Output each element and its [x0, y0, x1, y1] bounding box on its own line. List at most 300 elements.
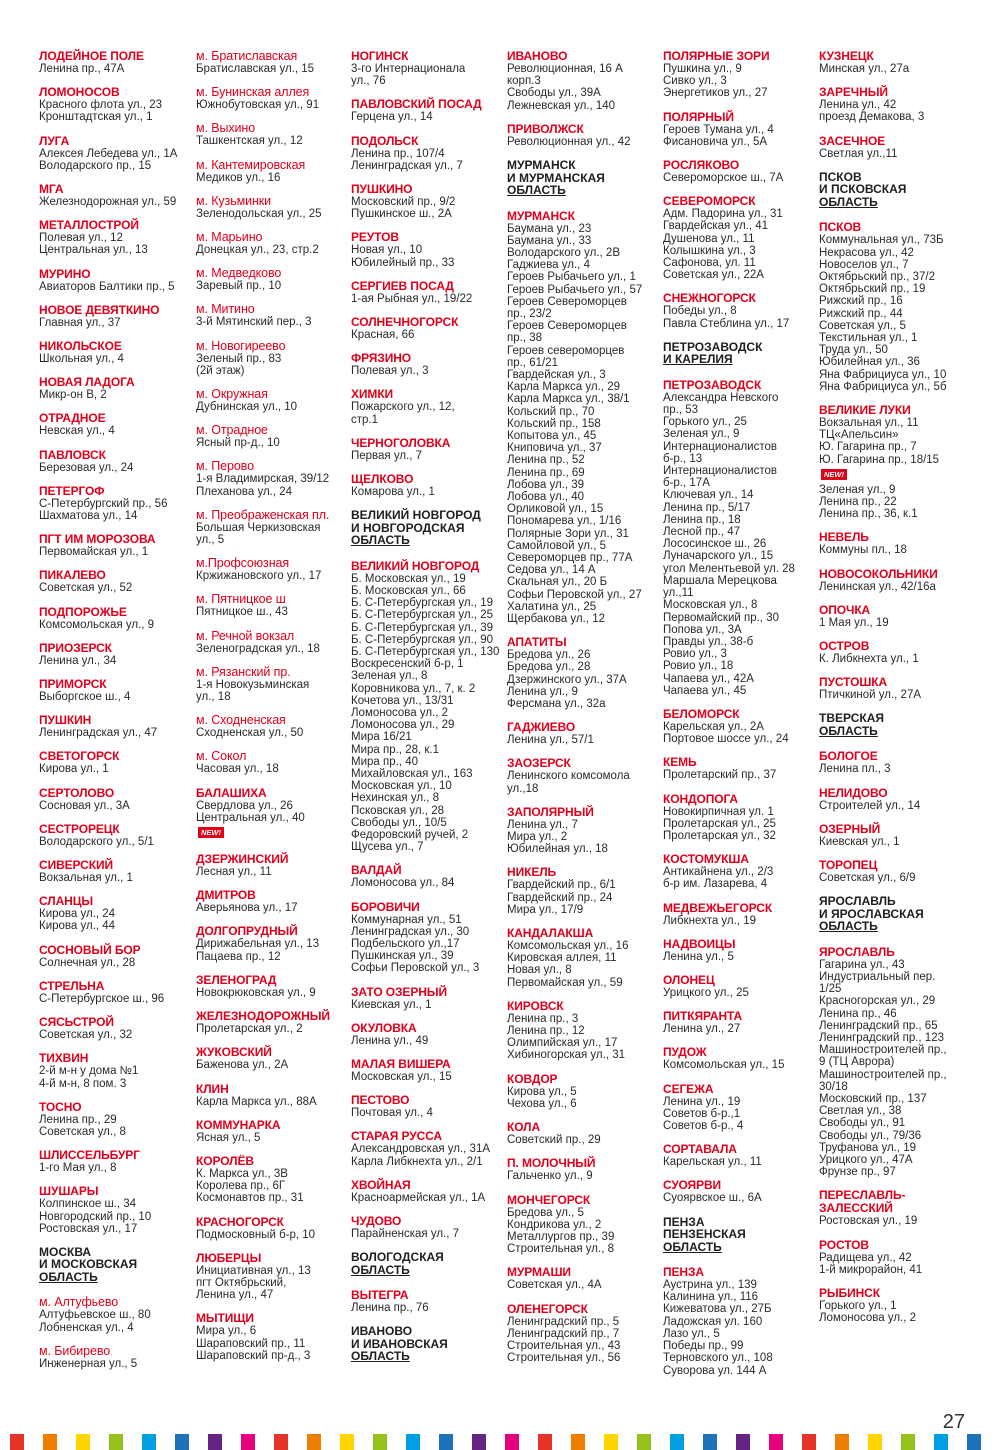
city-name: м. Преображенская пл.: [196, 507, 330, 522]
store-address: Коммунарная ул., 51: [351, 913, 462, 926]
store-address: Баженова ул., 2А: [196, 1059, 289, 1072]
store-entry: [196, 267, 346, 292]
store-entry: [663, 292, 813, 329]
city-name: СВЕТОГОРСК: [39, 749, 120, 764]
store-entry: [819, 823, 969, 848]
city-name: ПГТ ИМ МОРОЗОВА: [39, 532, 156, 547]
city-name: м. Рязанский пр.: [196, 664, 291, 679]
store-address: Суворова ул. 144 А: [663, 1364, 767, 1377]
store-address: Полярные Зори ул., 31: [507, 527, 629, 540]
store-entry: [507, 757, 657, 794]
city-name: ТОРОПЕЦ: [819, 858, 878, 872]
store-address: ул., 18: [196, 691, 231, 704]
city-name: ПУШКИНО: [351, 182, 413, 197]
store-address: Александра Невского: [663, 391, 779, 404]
store-entry: [196, 630, 346, 655]
store-address: Ленина ул., 49: [351, 1034, 429, 1047]
color-stripe: [175, 1434, 189, 1450]
store-address: 1-я Владимирская, 39/12: [196, 473, 330, 486]
new-badge: NEW!: [198, 827, 224, 838]
store-entry: [39, 1052, 189, 1089]
store-address: Ленина пр., 47А: [39, 63, 125, 75]
store-entry: [196, 1046, 346, 1071]
city-name: ЛОМОНОСОВ: [39, 85, 120, 100]
store-entry: [196, 666, 346, 703]
store-address: ул.,18: [507, 782, 539, 795]
city-name: СЕВЕРОМОРСК: [663, 194, 756, 209]
city-name: ПУДОЖ: [663, 1045, 707, 1060]
city-name: РЕУТОВ: [351, 230, 399, 245]
city-name: ВЕЛИКИЕ ЛУКИ: [819, 402, 911, 417]
store-address: Карла Маркса ул., 88А: [196, 1095, 317, 1108]
store-address: Баумана ул., 33: [507, 234, 592, 247]
store-address: 1-й микрорайон, 41: [819, 1263, 923, 1276]
city-name: СТРЕЛЬНА: [39, 978, 105, 993]
store-address: Машиностроителей пр.,: [819, 1068, 947, 1081]
city-name: ЛЮБЕРЦЫ: [196, 1250, 262, 1265]
city-name: ПРИОЗЕРСК: [39, 640, 112, 655]
store-entry: [663, 1266, 813, 1377]
store-address: Выборгское ш., 4: [39, 691, 131, 704]
city-name: ВАЛДАЙ: [351, 863, 402, 878]
store-address: б-р., 13: [663, 452, 703, 465]
store-address: Ю. Гагарина пр., 18/15: [819, 453, 940, 466]
region-heading-line: МОСКВА: [39, 1244, 92, 1259]
store-address: Софьи Перовской ул., 3: [351, 962, 480, 975]
city-name: ТОСНО: [39, 1099, 82, 1114]
store-address: Лобненская ул., 4: [39, 1321, 134, 1334]
store-address: Московская ул., 15: [351, 1071, 452, 1084]
region-heading-line: И НОВГОРОДСКАЯ: [351, 520, 465, 535]
city-name: м. Пятницкое ш: [196, 592, 286, 607]
store-address: Карельская ул., 2А: [663, 720, 764, 733]
city-name: СОРТАВАЛА: [663, 1142, 737, 1157]
city-name: ЧУДОВО: [351, 1214, 402, 1229]
region-heading: [663, 1216, 813, 1254]
store-address: Кирова ул., 44: [39, 920, 116, 933]
store-address: С-Петербургский пр., 56: [39, 497, 168, 510]
store-address: Ленина пр., 36, к.1: [819, 508, 918, 521]
city-name: ПИТКЯРАНТА: [663, 1009, 743, 1024]
store-address: Комсомольская ул., 15: [663, 1059, 785, 1072]
store-directory: [39, 50, 969, 1410]
store-address: Советов б-р.,1: [663, 1107, 741, 1120]
store-address: Зеленый пр., 83: [196, 352, 282, 365]
city-name: НАДВОИЦЫ: [663, 936, 736, 951]
city-name: НОГИНСК: [351, 49, 409, 63]
city-name: ЧЕРНОГОЛОВКА: [351, 435, 451, 450]
store-entry: [663, 1046, 813, 1071]
store-address: Североморцев пр., 77А: [507, 552, 633, 564]
store-address: Портовое шоссе ул., 24: [663, 733, 789, 746]
store-entry: [351, 280, 501, 305]
store-address: Гвардейский пр., 24: [507, 891, 613, 904]
store-address: Ленина ул., 57/1: [507, 734, 594, 747]
color-stripe: [373, 1434, 387, 1450]
store-entry: [351, 1289, 501, 1314]
store-address: 30/18: [819, 1080, 848, 1093]
store-address: Птичкиной ул., 27А: [819, 689, 922, 702]
store-address: Володарского ул., 2В: [507, 246, 620, 259]
store-address: Зеленодольская ул., 25: [196, 207, 322, 220]
store-entry: [663, 1010, 813, 1035]
new-badge: NEW!: [821, 469, 847, 480]
store-entry: [196, 714, 346, 739]
store-address: Первомайский пр., 30: [663, 611, 779, 624]
city-name: ПРИВОЛЖСК: [507, 121, 584, 136]
store-address: Лесной пр., 47: [663, 526, 741, 539]
store-address: Софьи Перовской ул., 27: [507, 588, 642, 601]
color-stripe: [934, 1434, 948, 1450]
store-address: Карла Маркса ул., 38/1: [507, 393, 630, 406]
city-name: ТИХВИН: [39, 1051, 89, 1066]
store-address: Гальченко ул., 9: [507, 1170, 593, 1183]
city-name: НИКЕЛЬ: [507, 865, 557, 880]
store-address: Пролетарская ул., 32: [663, 829, 776, 842]
city-name: СЕГЕЖА: [663, 1081, 714, 1096]
store-entry: [351, 437, 501, 462]
city-name: м. Братиславская: [196, 49, 298, 63]
store-address: Лазо ул., 5: [663, 1327, 720, 1340]
store-address: Ясный пр-д., 10: [196, 437, 280, 450]
store-entry: [39, 50, 189, 75]
store-address: Горького ул., 25: [663, 416, 747, 429]
store-entry: [819, 135, 969, 160]
region-heading-line: ЯРОСЛАВЛЬ: [819, 894, 896, 909]
city-name: ГАДЖИЕВО: [507, 720, 576, 735]
store-address: Книповича ул., 37: [507, 442, 602, 455]
store-address: Киевская ул., 1: [819, 835, 900, 848]
store-address: Инициативная ул., 13: [196, 1264, 311, 1277]
store-address: Дубнинская ул., 10: [196, 401, 298, 414]
store-entry: [39, 219, 189, 256]
store-address: Мира пр., 28, к.1: [351, 743, 440, 756]
city-name: ВЕЛИКИЙ НОВГОРОД: [351, 558, 480, 573]
store-entry: [196, 159, 346, 184]
store-address: Героев североморцев: [507, 344, 625, 357]
store-address: Комсомольская ул., 16: [507, 940, 629, 953]
city-name: ЗЕЛЕНОГРАД: [196, 972, 277, 987]
store-address: Яна Фабрициуса ул., 5б: [819, 380, 947, 393]
store-address: Кижеватова ул., 27Б: [663, 1303, 772, 1316]
city-name: ЗАОЗЕРСК: [507, 756, 571, 771]
store-entry: [507, 636, 657, 710]
store-entry: [351, 864, 501, 889]
city-name: КОВДОР: [507, 1071, 558, 1086]
store-address: проезд Демакова, 3: [819, 111, 925, 124]
store-address: Энергетиков ул., 27: [663, 87, 768, 100]
store-address: 1-го Мая ул., 8: [39, 1162, 117, 1175]
store-address: Московская ул., 8: [663, 599, 758, 612]
store-address: 1/25: [819, 983, 842, 996]
store-entry: [663, 159, 813, 184]
store-address: б-р., 17А: [663, 477, 710, 490]
store-address: Воскресенский б-р, 1: [351, 658, 464, 671]
store-entry: [819, 1239, 969, 1276]
store-entry: [196, 388, 346, 413]
store-entry: [507, 721, 657, 746]
city-name: м. Сокол: [196, 749, 247, 764]
store-address: Кржижановского ул., 17: [196, 570, 322, 583]
store-entry: [196, 424, 346, 449]
store-entry: [507, 1194, 657, 1256]
store-address: Новоселов ул., 7: [819, 258, 909, 271]
store-address: Ленина пр., 52: [507, 454, 585, 467]
city-name: ВЫТЕГРА: [351, 1288, 409, 1303]
store-address: Плеханова ул., 24: [196, 485, 293, 498]
store-address: Железнодорожная ул., 59: [39, 196, 177, 209]
store-address: Олимпийская ул., 17: [507, 1037, 618, 1050]
region-heading: [507, 159, 657, 197]
store-address: ул.,11: [663, 587, 694, 600]
store-address: Донецкая ул., 23, стр.2: [196, 244, 319, 257]
store-address: б-р им. Лазарева, 4: [663, 878, 768, 891]
city-name: м. Перово: [196, 459, 254, 474]
store-address: Либкнехта ул., 19: [663, 914, 757, 927]
region-heading-line: ОБЛАСТЬ: [351, 533, 410, 548]
store-address: Луначарского ул., 15: [663, 550, 774, 563]
store-address: Псковская ул., 28: [351, 804, 444, 817]
store-entry: [196, 509, 346, 546]
store-address: Ясная ул., 5: [196, 1131, 261, 1144]
city-name: КАНДАЛАКША: [507, 926, 594, 941]
store-address: Юбилейная ул., 36: [819, 356, 920, 369]
store-address: Светлая ул.,11: [819, 147, 898, 160]
city-name: СИВЕРСКИЙ: [39, 858, 114, 873]
color-stripe: [439, 1434, 453, 1450]
region-heading: [819, 171, 969, 209]
city-name: СТАРАЯ РУССА: [351, 1129, 442, 1144]
color-stripe: [802, 1434, 816, 1450]
store-address: Красная, 66: [351, 329, 415, 342]
store-address: Новокрюковская ул., 9: [196, 986, 316, 999]
store-address: Главная ул., 37: [39, 316, 121, 329]
column-4: [507, 50, 657, 1375]
store-address: Коммунальная ул., 73Б: [819, 234, 944, 247]
store-address: 1-я Новокузьминская: [196, 678, 310, 691]
city-name: ПУШКИН: [39, 713, 92, 728]
store-address: ул., 5: [196, 534, 225, 547]
store-entry: [196, 593, 346, 618]
city-name: ШЛИССЕЛЬБУРГ: [39, 1148, 140, 1163]
city-name: ЗАПОЛЯРНЫЙ: [507, 804, 594, 819]
city-name: КУЗНЕЦК: [819, 49, 874, 63]
region-heading-line: ОБЛАСТЬ: [351, 1262, 410, 1277]
store-entry: [819, 1189, 969, 1227]
store-address: Строителей ул., 14: [819, 799, 921, 812]
city-name: БЕЛОМОРСК: [663, 706, 740, 721]
store-address: 4-й м-н, 8 пом. 3: [39, 1077, 127, 1090]
city-name: МЕТАЛЛОСТРОЙ: [39, 218, 139, 233]
store-address: Подмосковный б-р, 10: [196, 1228, 316, 1241]
store-address: Юбилейная ул., 18: [507, 843, 608, 856]
store-address: Московский пр., 9/2: [351, 196, 456, 209]
store-address: Копытова ул., 45: [507, 429, 597, 442]
store-address: Ленина пр., 69: [507, 466, 585, 479]
store-entry: [663, 50, 813, 100]
store-address: Урицкого ул., 25: [663, 986, 749, 999]
store-address: Вокзальная ул., 1: [39, 872, 133, 885]
store-entry: [351, 231, 501, 268]
store-address: Пушкина ул., 9: [663, 63, 742, 75]
store-address: Советский пр., 29: [507, 1134, 601, 1147]
store-entry: [351, 986, 501, 1011]
store-address: Кирова ул., 5: [507, 1085, 577, 1098]
store-address: Ленинградский пр., 123: [819, 1031, 944, 1044]
store-entry: [39, 340, 189, 365]
store-entry: [39, 980, 189, 1005]
store-address: Бредова ул., 5: [507, 1206, 584, 1219]
store-address: Володарского пр., 15: [39, 159, 152, 172]
region-heading: [351, 509, 501, 547]
city-name: БОРОВИЧИ: [351, 899, 420, 914]
city-name: м. Бибирево: [39, 1343, 111, 1358]
city-name: РОСТОВ: [819, 1237, 869, 1252]
store-entry: [507, 1000, 657, 1062]
store-address: Большая Черкизовская: [196, 521, 321, 534]
store-address: Лобова ул., 39: [507, 478, 585, 491]
store-address: Ростовская ул., 19: [819, 1215, 918, 1228]
city-name: АПАТИТЫ: [507, 635, 567, 650]
store-address: Солнечная ул., 28: [39, 956, 136, 969]
store-address: Героев Рыбачьего ул., 1: [507, 271, 636, 284]
city-name: ХВОЙНАЯ: [351, 1177, 411, 1192]
store-entry: [196, 50, 346, 75]
new-badge-row: [819, 466, 969, 484]
store-address: Гвардейский пр., 6/1: [507, 879, 616, 892]
city-name: КЛИН: [196, 1081, 229, 1096]
store-address: Дзержинского ул., 37А: [507, 673, 627, 686]
color-stripe: [736, 1434, 750, 1450]
city-name: КЕМЬ: [663, 755, 697, 770]
city-name: ДОЛГОПРУДНЫЙ: [196, 924, 298, 939]
store-entry: [39, 1016, 189, 1041]
store-address: К. Маркса ул., 3В: [196, 1167, 288, 1180]
store-address: пр., 53: [663, 404, 698, 417]
city-name: м. Бунинская аллея: [196, 85, 310, 100]
store-address: Нехинская ул., 8: [351, 792, 440, 805]
store-address: Революционная ул., 42: [507, 135, 631, 148]
store-entry: [39, 750, 189, 775]
store-entry: [819, 676, 969, 701]
city-name: МАЛАЯ ВИШЕРА: [351, 1057, 451, 1072]
store-entry: [196, 853, 346, 878]
store-address: Героев Рыбачьего ул., 57: [507, 283, 643, 296]
city-name: СЕРТОЛОВО: [39, 785, 115, 800]
city-name: НОВОЕ ДЕВЯТКИНО: [39, 302, 160, 317]
store-address: Часовая ул., 18: [196, 763, 279, 776]
store-address: Невская ул., 4: [39, 425, 115, 438]
store-entry: [196, 925, 346, 962]
store-address: Советская ул., 22А: [663, 269, 764, 282]
store-address: 3-го Интернационала: [351, 63, 466, 75]
region-heading: [39, 1246, 189, 1284]
city-name: ЗАРЕЧНЫЙ: [819, 85, 888, 100]
store-address: Героев Североморцев: [507, 295, 627, 308]
color-stripe: [307, 1434, 321, 1450]
store-address: Парайненская ул., 7: [351, 1228, 460, 1241]
store-entry: [351, 1094, 501, 1119]
region-heading-line: ПЕНЗЕНСКАЯ: [663, 1227, 746, 1242]
store-address: Красноармейская ул., 1А: [351, 1191, 486, 1204]
store-address: Гаджиева ул., 4: [507, 259, 590, 272]
store-address: Кондрикова ул., 2: [507, 1218, 602, 1231]
region-heading: [819, 895, 969, 933]
store-address: Мира ул., 6: [196, 1325, 257, 1338]
store-entry: [819, 86, 969, 123]
region-heading-line: И КАРЕЛИЯ: [663, 352, 733, 367]
store-address: Южнобутовская ул., 91: [196, 99, 320, 112]
store-address: Свободы ул., 39А: [507, 87, 601, 100]
store-entry: [39, 642, 189, 667]
store-address: Советская ул., 32: [39, 1029, 133, 1042]
store-address: Попова ул., 3А: [663, 623, 742, 636]
store-entry: [819, 531, 969, 556]
new-badge-row: [196, 824, 346, 842]
store-address: Школьная ул., 4: [39, 353, 124, 366]
city-name: РЫБИНСК: [819, 1285, 880, 1300]
store-address: Яна Фабрициуса ул., 10: [819, 368, 947, 381]
store-address: Мира ул., 2: [507, 831, 568, 844]
store-address: Победы ул., 8: [663, 305, 737, 318]
store-address: Сходненская ул., 50: [196, 727, 304, 740]
store-entry: [39, 533, 189, 558]
store-address: Ленина пр., 18: [663, 513, 741, 526]
store-address: Ферсмана ул., 32а: [507, 698, 606, 711]
city-name: ДЗЕРЖИНСКИЙ: [196, 852, 289, 867]
store-entry: [507, 1303, 657, 1365]
city-name: м. Кантемировская: [196, 157, 306, 172]
region-heading-line: ОБЛАСТЬ: [819, 194, 878, 209]
region-heading-line: ПЕНЗА: [663, 1214, 705, 1229]
store-address: Халатина ул., 25: [507, 600, 597, 613]
store-address: Б. С-Петербургская ул., 39: [351, 621, 494, 634]
store-entry: [663, 1179, 813, 1204]
store-entry: [351, 1022, 501, 1047]
color-stripe: [43, 1434, 57, 1450]
store-address: Полевая ул., 3: [351, 365, 429, 378]
store-address: ТЦ«Апельсин»: [819, 429, 899, 442]
region-heading: [351, 1251, 501, 1276]
city-name: ОПОЧКА: [819, 602, 871, 617]
store-address: Павла Стеблина ул., 17: [663, 317, 790, 330]
store-address: Ленина пр., 29: [39, 1113, 117, 1126]
store-address: Калинина ул., 116: [663, 1291, 759, 1304]
store-entry: [39, 678, 189, 703]
store-entry: [351, 135, 501, 172]
city-name: ЛУГА: [39, 133, 70, 148]
city-name: МУРИНО: [39, 266, 91, 281]
store-entry: [196, 1010, 346, 1035]
city-name: ХИМКИ: [351, 387, 394, 402]
store-address: Ленинградский пр., 65: [819, 1019, 938, 1032]
color-stripe: [901, 1434, 915, 1450]
store-entry: [39, 1296, 189, 1333]
store-entry: [663, 938, 813, 963]
store-address: Ленина пр., 46: [819, 1007, 897, 1020]
store-entry: [819, 1287, 969, 1324]
region-heading-line: ИВАНОВО: [351, 1324, 413, 1339]
store-address: Королева пр., 6Г: [196, 1180, 286, 1193]
city-name: ОЛОНЕЦ: [663, 972, 715, 987]
store-address: Октябрьский пр., 19: [819, 283, 926, 296]
city-name: ПЕНЗА: [663, 1265, 704, 1280]
store-entry: [39, 1149, 189, 1174]
store-address: Юбилейный пр., 33: [351, 256, 455, 269]
city-name: ПОЛЯРНЫЙ: [663, 109, 734, 124]
store-address: Колышкина ул., 3: [663, 244, 756, 257]
region-heading-line: И ИВАНОВСКАЯ: [351, 1336, 448, 1351]
